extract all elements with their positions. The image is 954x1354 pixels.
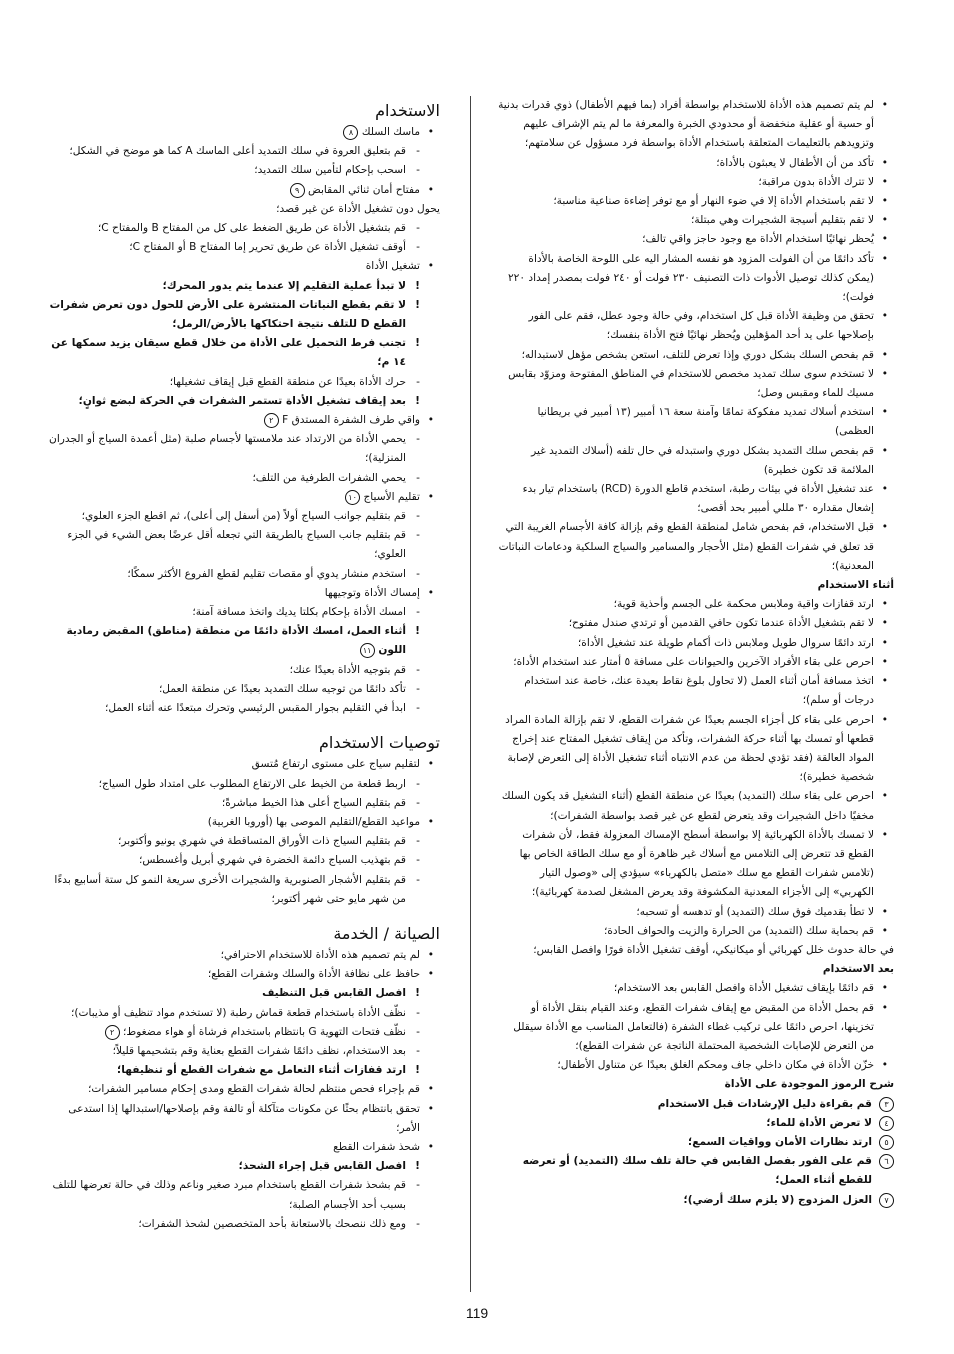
dash-item <box>46 832 440 851</box>
bullet-item <box>498 1056 894 1075</box>
dash-item <box>46 680 440 699</box>
symbol-number-icon: ٣ <box>879 1097 894 1112</box>
section-heading: الصيانة / الخدمة <box>333 923 440 943</box>
item-text: بعد الاستخدام، نظف دائمًا شفرات القطع بعناية وقم بتشحيمها قليلاً؛ <box>112 1044 406 1057</box>
item-text: لا تقم بتقليم أسيجة الشجيرات وهي مبتلة؛ <box>691 214 874 227</box>
subheading: شرح الرموز الموجودة على الأداة <box>724 1078 894 1091</box>
figure-number-icon: ١٠ <box>345 490 360 505</box>
item-text: لم يتم تصميم هذه الأداة للاستخدام الاحترافي؛ <box>220 948 420 961</box>
warning-item <box>46 334 440 372</box>
section-heading: توصيات الاستخدام <box>318 733 440 753</box>
figure-number-icon: ٩ <box>290 183 305 198</box>
item-text: يحمي الأداة من الارتداد عند ملامستها لأجسام صلبة (مثل أعمدة السياج أو الجدران المنزلية)؛ <box>49 433 406 465</box>
item-text: لا تمسك بالأداة الكهربائية إلا بواسطة أسطح الإمساك المعزولة فقط، لأن شفرات القطع قد تتعرض إلى التلامس مع أسلاك غير ظاهرة أو مع سلك الطاقة الخاص بها (تلامس شفرات القطع مع سلك «متصل بالكهرباء» سيؤدي إلى «وصول التيار الكهربي» إلى الأجزاء المعدنية المكشوفة وقد يعرض المشغل لصدمة كهربائية)؛ <box>519 828 874 899</box>
warning-item <box>46 622 440 660</box>
bullet-item <box>498 211 894 230</box>
bullet-item <box>498 518 894 576</box>
item-text: يحمي الشفرات الطرفية من التلف؛ <box>252 471 406 484</box>
bullet-item <box>498 346 894 365</box>
dash-item <box>46 1215 440 1234</box>
dash-item <box>46 469 440 488</box>
item-text: تأكد دائمًا من أن الفولت المزود هو نفسه المشار اليه على اللوحة الخاصة بالأداة (يمكن كذلك توصيل الأدوات ذات التصنيف ٢٣٠ فولت أو ٢٤٠ فولت بمصدر إمداد ٢٢٠ فولت)؛ <box>507 252 874 304</box>
paragraph-item <box>498 941 894 960</box>
dash-item <box>46 1023 440 1042</box>
item-text: قم دائمًا بإيقاف تشغيل الأداة وافصل القابس بعد الاستخدام؛ <box>613 982 874 995</box>
bullet-item <box>498 403 894 441</box>
bullet-item <box>46 1080 440 1099</box>
item-text: أوقف تشغيل الأداة عن طريق تحرير إما المفتاح B أو المفتاح C؛ <box>129 241 406 254</box>
page-number: 119 <box>465 1305 489 1321</box>
item-text: تجنب فرط التحميل على الأداة من خلال قطع سيقان يزيد سمكها عن ١٤ م؛ <box>51 337 406 369</box>
bullet-item <box>498 922 894 941</box>
warning-item <box>46 984 440 1003</box>
section-heading: الاستخدام <box>375 101 440 120</box>
symbol-item <box>498 1152 894 1190</box>
item-text: قم بتهذيب السياج دائمة الخضرة في شهري أبريل وأغسطس؛ <box>139 854 406 867</box>
dash-item <box>46 1176 440 1214</box>
dash-item <box>46 603 440 622</box>
dash-item <box>46 430 440 468</box>
item-text: احرص على بقاء سلك (التمديد) بعيدًا عن منطقة القطع (أثناء التشغيل قد يكون السلك مخفيًا داخل الشجيرات وقد يتعرض لقطع عن غير قصد بواسطة الشفرات)؛ <box>501 790 874 822</box>
item-text: تحقق بانتظام بحثًا عن مكونات متآكلة أو تالفة وقم بإصلاحها/استبدالها إذا استدعى الأمر؛ <box>68 1102 420 1134</box>
item-text: لا تطأ بقدميك فوق سلك (التمديد) أو تدهسه أو تسحبه؛ <box>636 905 874 918</box>
symbol-item <box>498 1095 894 1114</box>
item-text: يُحظر نهائيًا استخدام الأداة مع وجود حاجز واقي تالف؛ <box>642 233 874 246</box>
dash-item <box>46 238 440 257</box>
warning-item <box>46 1061 440 1080</box>
figure-number-icon: ٨ <box>343 125 358 140</box>
item-list <box>498 595 894 960</box>
item-text: لا تقم بقطع النباتات المنتشرة على الأرض للحول دون تعرض شفرات القطع D للتلف نتيجة احتكاكها بالأرض/الرمل؛ <box>49 298 406 331</box>
item-text: تشغيل الأداة <box>365 260 420 273</box>
item-text: مفتاح أمان ثنائي المقابض <box>308 183 420 196</box>
item-text: حرك الأداة بعيدًا عن منطقة القطع قبل إيقاف تشغيلها؛ <box>169 375 406 388</box>
warning-item <box>46 296 440 334</box>
item-text: إمساك الأداة وتوجيهها <box>324 586 420 599</box>
item-text: قم بتقليم جانب السياج بالطريقة التي تجعله أقل عرضًا بعض الشيء في الجزء العلوي؛ <box>67 529 406 561</box>
figure-number-icon: ١١ <box>360 643 375 658</box>
dash-item <box>46 661 440 680</box>
bullet-item <box>46 755 440 774</box>
item-text: ارتد نظارات الأمان وواقيات السمع؛ <box>688 1135 872 1148</box>
item-text: تحقق من وظيفة الأداة قبل كل استخدام، وفي حالة وجود عطل، فقم على الفور بإصلاحها على يد أحد المؤهلين ويُحظر نهائيًا فتح الأداة بنفسك؛ <box>528 310 874 342</box>
item-text: العزل المزدوج (لا يلزم سلك أرضي)؛ <box>683 1193 872 1206</box>
item-text: لا تقم بتشغيل الأداة عندما تكون حافي القدمين أو ترتدي صندل مفتوح؛ <box>568 617 874 630</box>
item-text: استخدم منشار يدوي أو مقصات تقليم لقطع الفروع الأكثر سمكًا؛ <box>127 567 406 580</box>
item-text: قم بإجراء فحص منتظم لحالة شفرات القطع ومدى إحكام مسامير الشفرات؛ <box>88 1083 420 1096</box>
symbol-number-icon: ٥ <box>879 1135 894 1150</box>
figure-number-icon: ٢ <box>105 1025 120 1040</box>
dash-item <box>46 219 440 238</box>
item-text: ارتد قفازات واقية وملابس محكمة على الجسم وأحذية قوية؛ <box>613 598 874 611</box>
bullet-item <box>498 154 894 173</box>
bullet-item <box>498 614 894 633</box>
bullet-item <box>498 595 894 614</box>
bullet-item <box>46 1138 440 1157</box>
dash-item <box>46 161 440 180</box>
bullet-item <box>46 488 440 507</box>
item-text: بعد إيقاف تشغيل الأداة تستمر الشفرات في الحركة لبضع ثوانٍ؛ <box>78 394 406 407</box>
left-column <box>46 96 440 1234</box>
item-text: يحول دون تشغيل الأداة عن غير قصد؛ <box>276 202 440 215</box>
item-text: قم بتقليم السياج ذات الأوراق المتساقطة في شهري يونيو وأكتوبر؛ <box>118 835 406 848</box>
bullet-item <box>46 411 440 430</box>
bullet-item <box>498 96 894 154</box>
column-divider <box>470 96 471 1292</box>
bullet-item <box>498 250 894 308</box>
item-text: استخدم أسلاك تمديد مفكوكة تمامًا وآمنة سعة ١٦ أمبير (١٣ أمبير في بريطانيا العظمى) <box>537 406 874 438</box>
item-text: اسحب بإحكام لتأمين سلك التمديد؛ <box>254 164 406 177</box>
item-text: ومع ذلك ننصحك بالاستعانة بأحد المتخصصين لشحذ الشفرات؛ <box>138 1217 406 1230</box>
bullet-item <box>498 711 894 788</box>
item-text: لا تبدأ عملية التقليم إلا عندما يتم يدور المحرك؛ <box>162 279 406 292</box>
bullet-item <box>498 442 894 480</box>
bullet-item <box>498 173 894 192</box>
dash-item <box>46 142 440 161</box>
bullet-item <box>498 365 894 403</box>
item-text: لم يتم تصميم هذه الأداة للاستخدام بواسطة أفراد (بما فيهم الأطفال) ذوي قدرات بدنية أو حسية أو عقلية منخفضة أو محدودي الخبرة والمعرفة ما لم يتم الإشراف عليهم وتزويدهم بالتعليمات المتعلقة باستخدام الأداة بواسطة فرد مسؤول عن سلامتهم؛ <box>498 99 874 150</box>
dash-item <box>46 1004 440 1023</box>
bullet-item <box>498 307 894 345</box>
bullet-item <box>498 672 894 710</box>
item-text: افصل القابس قبل إجراء الشحذ؛ <box>238 1160 406 1173</box>
item-list <box>46 755 440 909</box>
item-text: قم بحمل الأداة من المقبض مع إيقاف شفرات القطع، وعند القيام بنقل الأداة أو تخزينها، احرص دائمًا على تركيب غطاء الشفرة (فالتعامل المناسب مع الأداة سيقلل من التعرض للإصابات الشخصية المحتملة الناتجة عن شفرات القطع)؛ <box>513 1001 874 1052</box>
bullet-item <box>498 787 894 825</box>
item-text: احرص على بقاء الأفراد الآخرين والحيوانات على مسافة ٥ أمتار عند استخدام الأداة؛ <box>513 655 874 668</box>
item-text: ارتد دائمًا سروال طويل وملابس ذات أكمام طويلة عند تشغيل الأداة؛ <box>577 636 874 649</box>
item-list <box>498 96 894 576</box>
bullet-item <box>498 634 894 653</box>
subheading: أثناء الاستخدام <box>817 579 894 592</box>
item-list <box>46 946 440 1234</box>
item-text: لا تعرض الأداة للماء؛ <box>766 1116 872 1129</box>
paragraph-item <box>46 200 440 219</box>
dash-item <box>46 373 440 392</box>
bullet-item <box>46 946 440 965</box>
item-text: احرص على بقاء كل أجزاء الجسم بعيدًا عن شفرات القطع، لا تقم بإزالة المادة المراد قطعها أو تمسك بها أثناء حركة الشفرات، وتأكد من إيقاف تشغيل المفتاح عند إخراج المواد العالقة (فقد تؤدي لحظة من عدم الانتباه أثناء تشغيل الأداة إلى التعرض لإصابة شخصية خطيرة)؛ <box>505 713 874 784</box>
item-text: افصل القابس قبل التنظيف <box>262 987 406 1000</box>
dash-item <box>46 775 440 794</box>
warning-item <box>46 1157 440 1176</box>
item-text: ابدأ في التقليم بجوار المقبس الرئيسي وتحرك مبتعدًا عنه أثناء العمل؛ <box>104 702 406 715</box>
item-text: اتخذ مسافة أمان أثناء العمل (لا تحاول بلوغ نقاط بعيدة عنك، خاصة عند استخدام درجات أو سلم)؛ <box>524 675 874 707</box>
dash-item <box>46 851 440 870</box>
bullet-item <box>498 480 894 518</box>
item-text: ارتد قفازات أثناء التعامل مع شفرات القطع أو تنظيفها؛ <box>117 1064 406 1077</box>
symbol-item <box>498 1133 894 1152</box>
item-text: شحذ شفرات القطع <box>333 1140 420 1153</box>
bullet-item <box>46 965 440 984</box>
item-text: قم على الفور بفصل القابس في حالة تلف سلك (التمديد) أو تعرضه للقطع أثناء العمل؛ <box>522 1155 872 1187</box>
right-column <box>498 96 894 1210</box>
warning-item <box>46 392 440 411</box>
bullet-item <box>46 813 440 832</box>
item-text: حافظ على نظافة الأداة والسلك وشفرات القطع؛ <box>207 968 420 981</box>
dash-item <box>46 1042 440 1061</box>
item-list <box>498 979 894 1075</box>
item-text: واقي طرف الشفرة المستدق F <box>282 414 420 427</box>
symbol-number-icon: ٤ <box>879 1116 894 1131</box>
item-text: قم بتشغيل الأداة عن طريق الضغط على كل من المفتاح B والمفتاح C؛ <box>97 222 406 235</box>
item-text: في حالة حدوث خلل كهربائي أو ميكانيكي، أوقف تشغيل الأداة فورًا وافصل القابس؛ <box>533 943 894 956</box>
item-text: قم بقراءة دليل الإرشادات قبل الاستخدام <box>657 1097 872 1110</box>
dash-item <box>46 699 440 718</box>
item-text: أثناء العمل، امسك الأداة دائمًا من منطقة (مناطق) المقبض رمادية اللون <box>66 625 406 657</box>
bullet-item <box>46 584 440 603</box>
item-text: مواعيد القطع/التقليم الموصى بها (أوروبا الغربية) <box>207 815 420 828</box>
bullet-item <box>498 192 894 211</box>
bullet-item <box>498 903 894 922</box>
bullet-item <box>498 979 894 998</box>
item-text: نظّف الأداة باستخدام قطعة قماش رطبة (لا تستخدم مواد تنظيف أو مذيبات)؛ <box>71 1006 406 1019</box>
warning-item <box>46 277 440 296</box>
figure-number-icon: ٢ <box>264 413 279 428</box>
item-text: تقليم الأسياج <box>363 490 420 503</box>
subheading: بعد الاستخدام <box>822 963 894 976</box>
item-text: لا تقم باستخدام الأداة إلا في ضوء النهار أو مع توفر إضاءة صناعية مناسبة؛ <box>553 195 874 208</box>
item-text: قم بتوجيه الأداة بعيدًا عنك؛ <box>289 663 406 676</box>
item-text: قبل الاستخدام، قم بفحص شامل لمنطقة القطع وقم بإزالة كافة الأجسام الغريبة التي قد تعلق في شفرات القطع (مثل الأحجار والمسامير والسياج السلكية ودعامات النباتات المعدنية)؛ <box>498 521 874 572</box>
item-text: نظّف فتحات التهوية G بانتظام باستخدام فرشاة أو هواء مضغوط؛ <box>123 1025 406 1038</box>
item-text: قم بفحص سلك التمديد بشكل دوري واستبدله في حال تلفه (أسلاك التمديد غير الملائمة قد تكون خطيرة) <box>531 444 874 476</box>
item-text: قم بفحص السلك بشكل دوري وإذا تعرض للتلف، استعن بشخص مؤهل لاستبداله؛ <box>521 348 874 361</box>
symbol-number-icon: ٧ <box>879 1193 894 1208</box>
item-text: تأكد من أن الأطفال لا يعبثون بالأداة؛ <box>716 156 874 169</box>
dash-item <box>46 565 440 584</box>
item-text: لا تترك الأداة بدون مراقبة؛ <box>758 175 874 188</box>
bullet-item <box>46 123 440 142</box>
item-text: ماسك السلك <box>361 126 420 138</box>
item-list <box>46 123 440 718</box>
item-text: قم بتقليم السياج أعلى هذا الخيط مباشرةً؛ <box>221 796 406 809</box>
symbol-item <box>498 1114 894 1133</box>
bullet-item <box>498 826 894 903</box>
item-text: قم بتعليق العروة في سلك التمديد أعلى الماسك A كما هو موضح في الشكل؛ <box>69 145 406 158</box>
item-text: تأكد دائمًا من توجيه سلك التمديد بعيدًا عن منطقة العمل؛ <box>158 682 406 695</box>
item-text: لا تستخدم سوى سلك تمديد مخصص للاستخدام في المناطق المفتوحة ومزوّد بقابس مسيك للماء ومقبس وصل؛ <box>508 367 874 400</box>
dash-item <box>46 794 440 813</box>
dash-item <box>46 526 440 564</box>
item-text: خزّن الأداة في مكان داخلي جاف ومحكم الغلق بعيدًا عن متناول الأطفال؛ <box>557 1059 874 1072</box>
bullet-item <box>46 1100 440 1138</box>
item-text: امسك الأداة بإحكام بكلتا يديك واتخذ مسافة آمنة؛ <box>192 606 406 619</box>
item-text: لتقليم سياج على مستوى ارتفاع مُتسق <box>251 758 420 771</box>
dash-item <box>46 507 440 526</box>
bullet-item <box>498 230 894 249</box>
item-text: قم بتقليم الأشجار الصنوبرية والشجيرات الأخرى سريعة النمو كل ستة أسابيع بدءًا من شهر مايو حتى شهر أكتوبر؛ <box>54 873 406 905</box>
symbol-item <box>498 1191 894 1210</box>
bullet-item <box>46 181 440 200</box>
item-text: عند تشغيل الأداة في بيئات رطبة، استخدم قاطع الدورة (RCD) باستخدام تيار بدء إشعال مقداره ٣٠ مللي أمبير بحد أقصى؛ <box>522 483 874 515</box>
item-text: قم بشحذ شفرات القطع باستخدام مبرد صغير وناعم وذلك في حالة تعرضها للتلف بسبب أحد الأجسام الصلبة؛ <box>52 1179 406 1211</box>
item-text: قم بحماية سلك (التمديد) من الحرارة والزيت والحواف الحادة؛ <box>603 924 874 937</box>
dash-item <box>46 871 440 909</box>
bullet-item <box>498 999 894 1057</box>
item-text: اربط قطعة من الخيط على الارتفاع المطلوب على امتداد طول السياج؛ <box>98 777 406 790</box>
item-text: قم بتقليم جوانب السياج أولاً (من أسفل إلى أعلى)، ثم اقطع الجزء العلوي؛ <box>81 510 406 523</box>
symbol-number-icon: ٦ <box>879 1154 894 1169</box>
bullet-item <box>498 653 894 672</box>
bullet-item <box>46 257 440 276</box>
item-list <box>498 1095 894 1210</box>
